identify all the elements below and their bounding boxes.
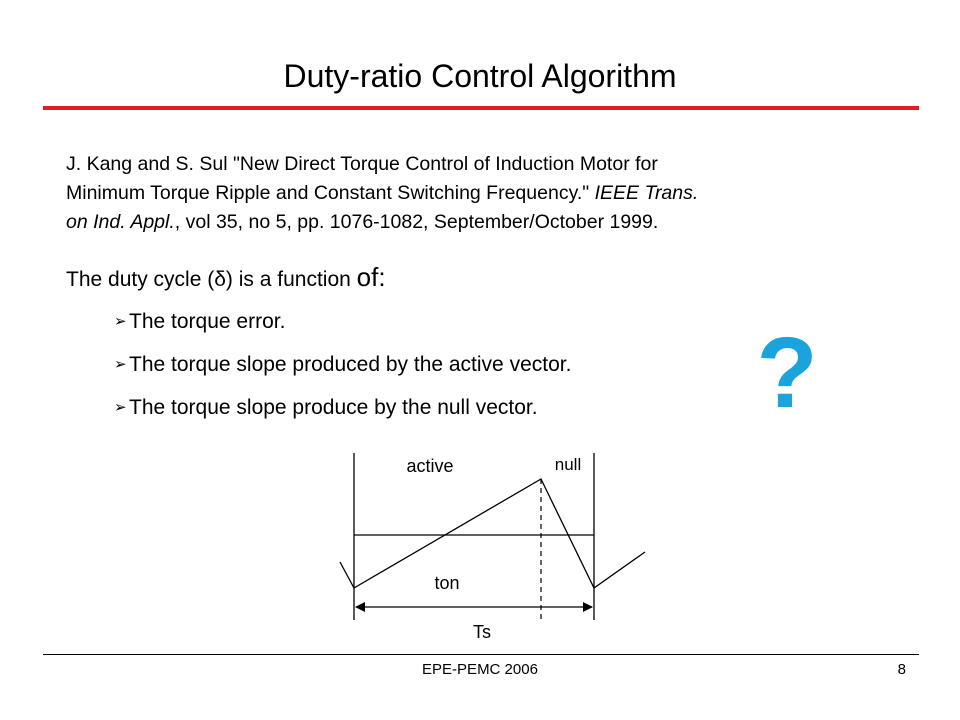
duty-cycle-diagram bbox=[320, 440, 680, 650]
page-number: 8 bbox=[897, 661, 906, 678]
label-ts: Ts bbox=[473, 622, 491, 642]
label-active: active bbox=[406, 456, 454, 476]
reference-line-2 bbox=[66, 179, 846, 208]
title-underline bbox=[43, 106, 919, 110]
footer-text: EPE-PEMC 2006 bbox=[422, 661, 538, 678]
label-null: null bbox=[554, 455, 582, 474]
question-mark: ? bbox=[756, 317, 818, 429]
reference-line-2-text: Minimum Torque Ripple and Constant Switching Frequency." bbox=[66, 182, 595, 204]
arrowhead-bullet-icon: ➢ bbox=[114, 313, 127, 330]
torque-waveform bbox=[340, 479, 645, 588]
reference-journal-abbrev-italic: on Ind. Appl. bbox=[66, 211, 175, 233]
bullet-text: The torque slope produced by the active vector. bbox=[129, 353, 572, 376]
label-ton: ton bbox=[434, 573, 460, 593]
reference-line-3-text: , vol 35, no 5, pp. 1076-1082, September/October 1999. bbox=[174, 211, 659, 233]
bullet-item bbox=[114, 308, 571, 351]
reference-journal-italic: IEEE Trans. bbox=[594, 182, 699, 204]
footer-rule bbox=[43, 654, 919, 655]
slide-title: Duty-ratio Control Algorithm bbox=[283, 58, 677, 94]
bullet-list bbox=[114, 308, 571, 437]
arrowhead-bullet-icon: ➢ bbox=[114, 399, 127, 416]
arrowhead-bullet-icon: ➢ bbox=[114, 356, 127, 373]
bullet-text: The torque error. bbox=[129, 310, 286, 333]
reference-line-1: J. Kang and S. Sul "New Direct Torque Control of Induction Motor for bbox=[66, 153, 658, 175]
bullet-item bbox=[114, 394, 571, 437]
bullet-item bbox=[114, 351, 571, 394]
lead-statement bbox=[66, 262, 386, 295]
lead-emphasis: of: bbox=[356, 262, 386, 292]
lead-text: The duty cycle (δ) is a function bbox=[66, 268, 357, 291]
bullet-text: The torque slope produce by the null vector. bbox=[129, 396, 538, 419]
reference-line-3 bbox=[66, 208, 846, 237]
reference-citation bbox=[66, 150, 846, 237]
